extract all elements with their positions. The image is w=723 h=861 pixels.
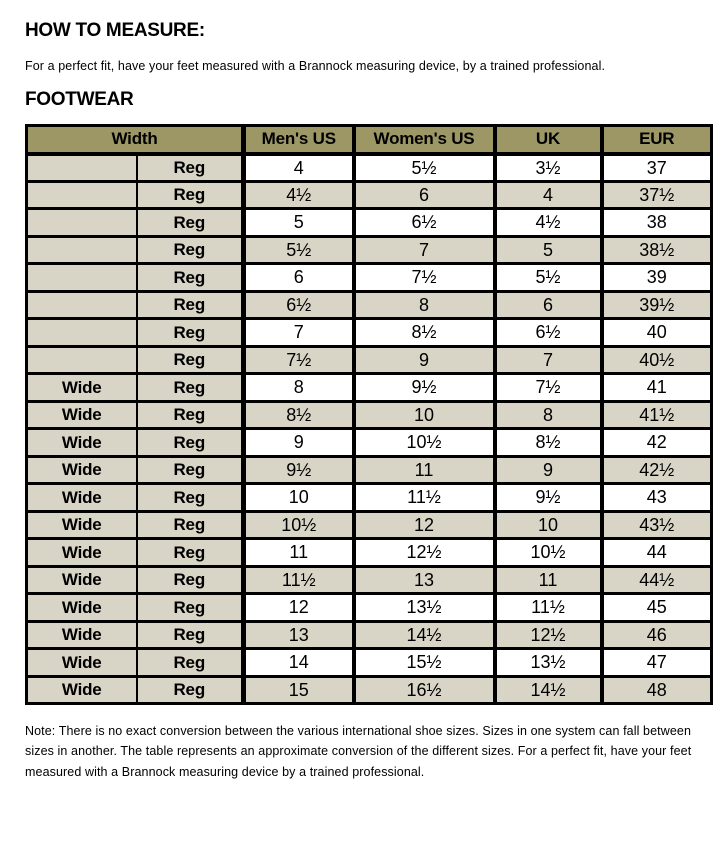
womens-us-cell: 12½ xyxy=(354,539,495,567)
uk-cell: 9 xyxy=(495,456,602,484)
table-row xyxy=(27,264,712,292)
mens-us-cell: 4½ xyxy=(244,181,354,209)
mens-us-cell: 14 xyxy=(244,649,354,677)
table-row xyxy=(27,511,712,539)
mens-us-cell: 5 xyxy=(244,209,354,237)
eur-cell: 43½ xyxy=(602,511,712,539)
table-row xyxy=(27,484,712,512)
width-cell: Wide xyxy=(27,401,137,429)
fit-cell: Reg xyxy=(137,621,244,649)
column-header-womens-us: Women's US xyxy=(354,126,495,154)
column-header-uk: UK xyxy=(495,126,602,154)
width-cell: Wide xyxy=(27,511,137,539)
intro-text: For a perfect fit, have your feet measured with a Brannock measuring device, by a trained professional. xyxy=(25,59,606,73)
uk-cell: 11½ xyxy=(495,594,602,622)
uk-cell: 4½ xyxy=(495,209,602,237)
uk-cell: 10 xyxy=(495,511,602,539)
womens-us-cell: 10½ xyxy=(354,429,495,457)
womens-us-cell: 9½ xyxy=(354,374,495,402)
eur-cell: 38 xyxy=(602,209,712,237)
table-row xyxy=(27,539,712,567)
fit-cell: Reg xyxy=(137,676,244,704)
eur-cell: 41½ xyxy=(602,401,712,429)
womens-us-cell: 16½ xyxy=(354,676,495,704)
table-header xyxy=(27,126,712,154)
footnote-text: Note: There is no exact conversion between the various international shoe sizes. Sizes in one system can fall between sizes in another. The table represents an approximate conversion of the different sizes. For a perfect fit, have your feet measured with a Brannock measuring device by a trained professional. xyxy=(25,724,692,779)
uk-cell: 7 xyxy=(495,346,602,374)
fit-cell: Reg xyxy=(137,649,244,677)
womens-us-cell: 13 xyxy=(354,566,495,594)
womens-us-cell: 9 xyxy=(354,346,495,374)
uk-cell: 10½ xyxy=(495,539,602,567)
table-header-row xyxy=(27,126,712,154)
womens-us-cell: 6½ xyxy=(354,209,495,237)
table-row xyxy=(27,429,712,457)
womens-us-cell: 8 xyxy=(354,291,495,319)
mens-us-cell: 11½ xyxy=(244,566,354,594)
uk-cell: 11 xyxy=(495,566,602,594)
fit-cell: Reg xyxy=(137,374,244,402)
column-header-eur: EUR xyxy=(602,126,712,154)
eur-cell: 44 xyxy=(602,539,712,567)
width-cell xyxy=(27,236,137,264)
fit-cell: Reg xyxy=(137,429,244,457)
womens-us-cell: 10 xyxy=(354,401,495,429)
womens-us-cell: 11½ xyxy=(354,484,495,512)
womens-us-cell: 7½ xyxy=(354,264,495,292)
fit-cell: Reg xyxy=(137,594,244,622)
eur-cell: 40 xyxy=(602,319,712,347)
table-row xyxy=(27,456,712,484)
fit-cell: Reg xyxy=(137,484,244,512)
eur-cell: 42 xyxy=(602,429,712,457)
fit-cell: Reg xyxy=(137,264,244,292)
width-cell xyxy=(27,264,137,292)
uk-cell: 14½ xyxy=(495,676,602,704)
fit-cell: Reg xyxy=(137,291,244,319)
table-row xyxy=(27,621,712,649)
mens-us-cell: 10 xyxy=(244,484,354,512)
mens-us-cell: 10½ xyxy=(244,511,354,539)
section-title-footwear: FOOTWEAR xyxy=(25,89,134,111)
eur-cell: 37½ xyxy=(602,181,712,209)
uk-cell: 6½ xyxy=(495,319,602,347)
uk-cell: 4 xyxy=(495,181,602,209)
width-cell xyxy=(27,181,137,209)
width-cell xyxy=(27,346,137,374)
fit-cell: Reg xyxy=(137,154,244,182)
uk-cell: 12½ xyxy=(495,621,602,649)
width-cell xyxy=(27,319,137,347)
table-row xyxy=(27,401,712,429)
column-header-width: Width xyxy=(27,126,244,154)
fit-cell: Reg xyxy=(137,236,244,264)
width-cell: Wide xyxy=(27,429,137,457)
table-row xyxy=(27,649,712,677)
width-cell xyxy=(27,291,137,319)
uk-cell: 6 xyxy=(495,291,602,319)
mens-us-cell: 8½ xyxy=(244,401,354,429)
eur-cell: 39½ xyxy=(602,291,712,319)
width-cell: Wide xyxy=(27,594,137,622)
eur-cell: 41 xyxy=(602,374,712,402)
fit-cell: Reg xyxy=(137,209,244,237)
eur-cell: 45 xyxy=(602,594,712,622)
eur-cell: 48 xyxy=(602,676,712,704)
uk-cell: 8 xyxy=(495,401,602,429)
page-title: HOW TO MEASURE: xyxy=(25,20,205,41)
uk-cell: 3½ xyxy=(495,154,602,182)
fit-cell: Reg xyxy=(137,511,244,539)
womens-us-cell: 8½ xyxy=(354,319,495,347)
width-cell: Wide xyxy=(27,456,137,484)
womens-us-cell: 11 xyxy=(354,456,495,484)
table-row xyxy=(27,594,712,622)
womens-us-cell: 5½ xyxy=(354,154,495,182)
uk-cell: 5 xyxy=(495,236,602,264)
uk-cell: 7½ xyxy=(495,374,602,402)
table-row xyxy=(27,346,712,374)
width-cell: Wide xyxy=(27,539,137,567)
mens-us-cell: 11 xyxy=(244,539,354,567)
fit-cell: Reg xyxy=(137,181,244,209)
table-row xyxy=(27,181,712,209)
womens-us-cell: 14½ xyxy=(354,621,495,649)
table-row xyxy=(27,209,712,237)
mens-us-cell: 9 xyxy=(244,429,354,457)
fit-cell: Reg xyxy=(137,346,244,374)
width-cell xyxy=(27,209,137,237)
uk-cell: 5½ xyxy=(495,264,602,292)
table-row xyxy=(27,374,712,402)
footwear-size-table xyxy=(25,124,713,705)
width-cell: Wide xyxy=(27,484,137,512)
mens-us-cell: 13 xyxy=(244,621,354,649)
fit-cell: Reg xyxy=(137,456,244,484)
table-row xyxy=(27,676,712,704)
eur-cell: 40½ xyxy=(602,346,712,374)
width-cell: Wide xyxy=(27,676,137,704)
eur-cell: 37 xyxy=(602,154,712,182)
width-cell: Wide xyxy=(27,374,137,402)
eur-cell: 43 xyxy=(602,484,712,512)
table-row xyxy=(27,236,712,264)
table-row xyxy=(27,291,712,319)
fit-cell: Reg xyxy=(137,566,244,594)
eur-cell: 47 xyxy=(602,649,712,677)
table-row xyxy=(27,154,712,182)
table-row xyxy=(27,566,712,594)
mens-us-cell: 7 xyxy=(244,319,354,347)
fit-cell: Reg xyxy=(137,319,244,347)
uk-cell: 9½ xyxy=(495,484,602,512)
mens-us-cell: 9½ xyxy=(244,456,354,484)
mens-us-cell: 15 xyxy=(244,676,354,704)
mens-us-cell: 12 xyxy=(244,594,354,622)
womens-us-cell: 15½ xyxy=(354,649,495,677)
eur-cell: 39 xyxy=(602,264,712,292)
mens-us-cell: 4 xyxy=(244,154,354,182)
womens-us-cell: 13½ xyxy=(354,594,495,622)
width-cell: Wide xyxy=(27,621,137,649)
column-header-mens-us: Men's US xyxy=(244,126,354,154)
mens-us-cell: 7½ xyxy=(244,346,354,374)
mens-us-cell: 6 xyxy=(244,264,354,292)
eur-cell: 46 xyxy=(602,621,712,649)
size-table-body xyxy=(27,154,712,704)
eur-cell: 44½ xyxy=(602,566,712,594)
eur-cell: 42½ xyxy=(602,456,712,484)
womens-us-cell: 7 xyxy=(354,236,495,264)
womens-us-cell: 6 xyxy=(354,181,495,209)
fit-cell: Reg xyxy=(137,401,244,429)
width-cell: Wide xyxy=(27,649,137,677)
uk-cell: 13½ xyxy=(495,649,602,677)
mens-us-cell: 8 xyxy=(244,374,354,402)
uk-cell: 8½ xyxy=(495,429,602,457)
mens-us-cell: 5½ xyxy=(244,236,354,264)
width-cell xyxy=(27,154,137,182)
mens-us-cell: 6½ xyxy=(244,291,354,319)
width-cell: Wide xyxy=(27,566,137,594)
fit-cell: Reg xyxy=(137,539,244,567)
eur-cell: 38½ xyxy=(602,236,712,264)
womens-us-cell: 12 xyxy=(354,511,495,539)
table-row xyxy=(27,319,712,347)
